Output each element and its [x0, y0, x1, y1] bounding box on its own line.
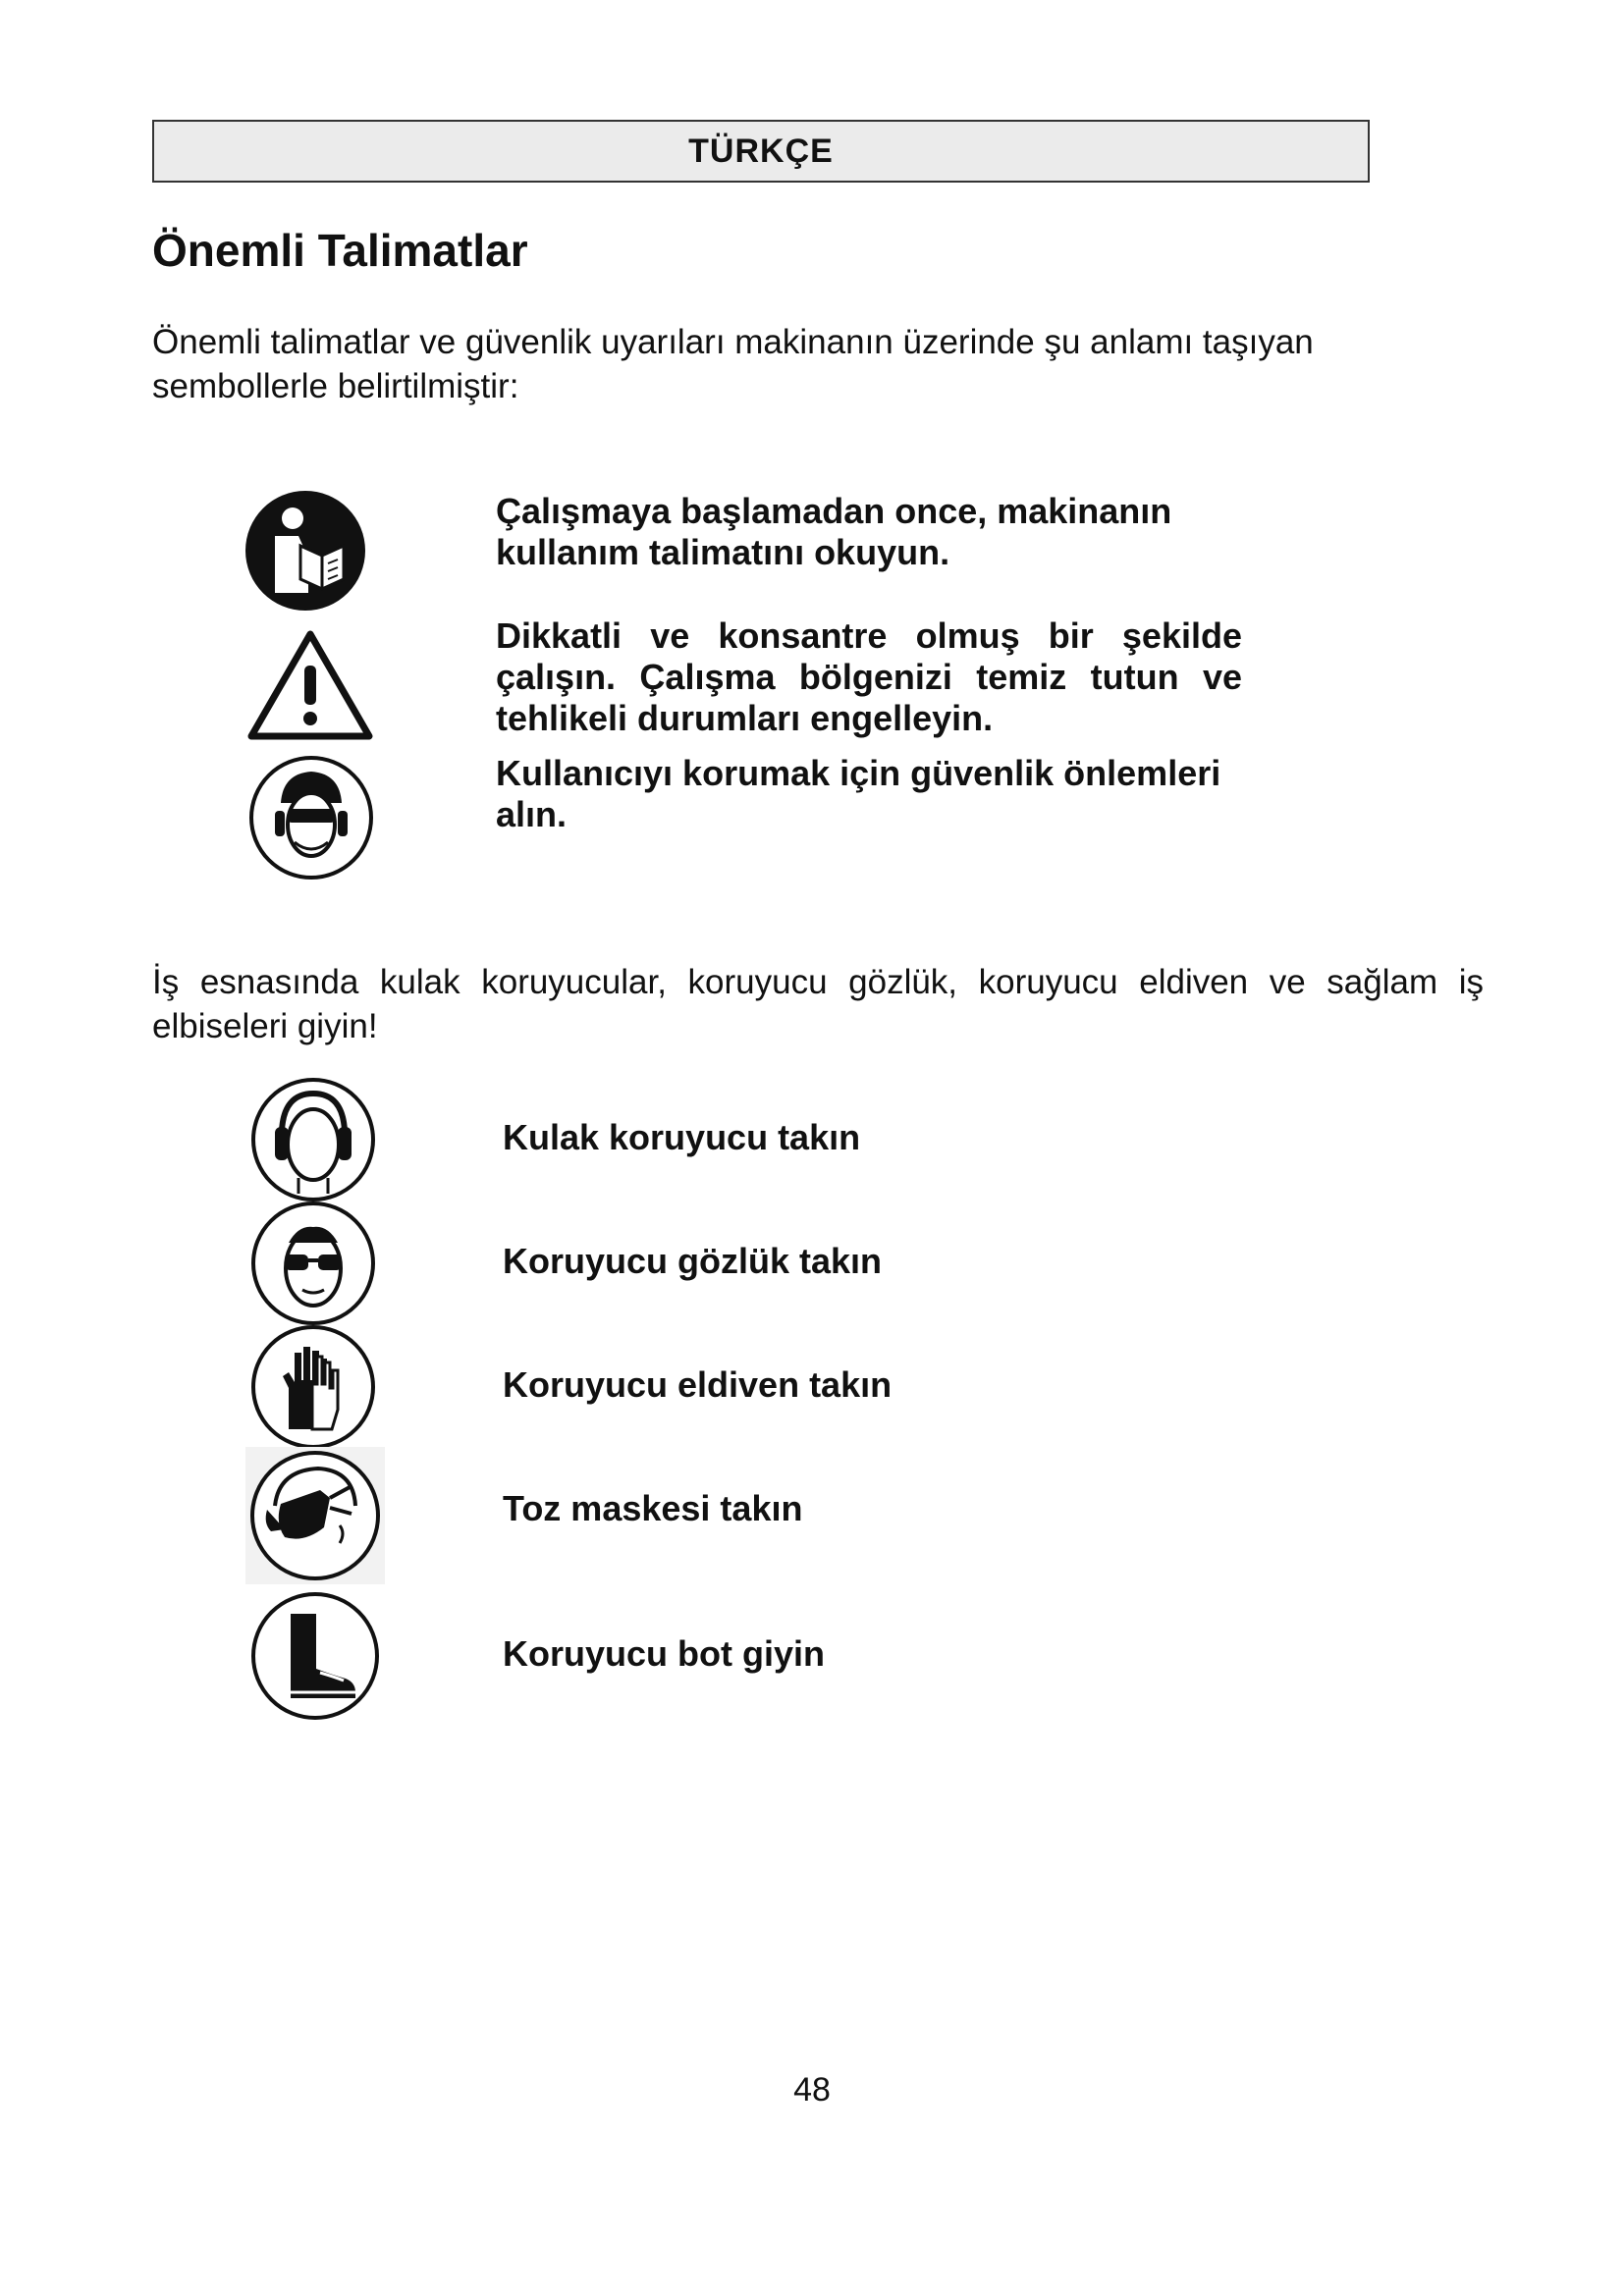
- page-number: 48: [793, 2071, 831, 2109]
- language-header: [152, 120, 1370, 183]
- ear-protection-icon: [249, 1076, 377, 1203]
- ppe-label-mask: Toz maskesi takın: [503, 1488, 803, 1528]
- full-protection-icon: [247, 754, 375, 881]
- language-label: TÜRKÇE: [688, 132, 834, 170]
- symbol-text-read-manual: Çalışmaya başlamadan once, makinanın kullanım talimatını okuyun.: [496, 491, 1172, 572]
- ppe-label-gloves: Koruyucu eldiven takın: [503, 1364, 893, 1405]
- symbol-text-warning: Dikkatli ve konsantre olmuş bir şekilde çalışın. Çalışma bölgenizi temiz tutun ve tehlikeli durumları engelleyin.: [496, 615, 1242, 738]
- ppe-label-boots: Koruyucu bot giyin: [503, 1633, 825, 1674]
- wear-instruction: İş esnasında kulak koruyucular, koruyucu gözlük, koruyucu eldiven ve sağlam iş elbiseleri giyin!: [152, 963, 1484, 1045]
- symbol-text-protection: Kullanıcıyı korumak için güvenlik önlemleri alın.: [496, 753, 1221, 834]
- safety-goggles-icon: [249, 1200, 377, 1327]
- ppe-label-ear: Kulak koruyucu takın: [503, 1117, 861, 1157]
- safety-boots-icon: [249, 1590, 381, 1722]
- intro-paragraph: Önemli talimatlar ve güvenlik uyarıları makinanın üzerinde şu anlamı taşıyan sembollerle belirtilmiştir:: [152, 323, 1314, 405]
- warning-triangle-icon: [245, 628, 375, 742]
- read-manual-icon: [244, 489, 367, 613]
- gloves-icon: [249, 1323, 377, 1451]
- dust-mask-icon: [245, 1447, 385, 1584]
- page-title: Önemli Talimatlar: [152, 225, 528, 276]
- ppe-label-goggles: Koruyucu gözlük takın: [503, 1241, 883, 1281]
